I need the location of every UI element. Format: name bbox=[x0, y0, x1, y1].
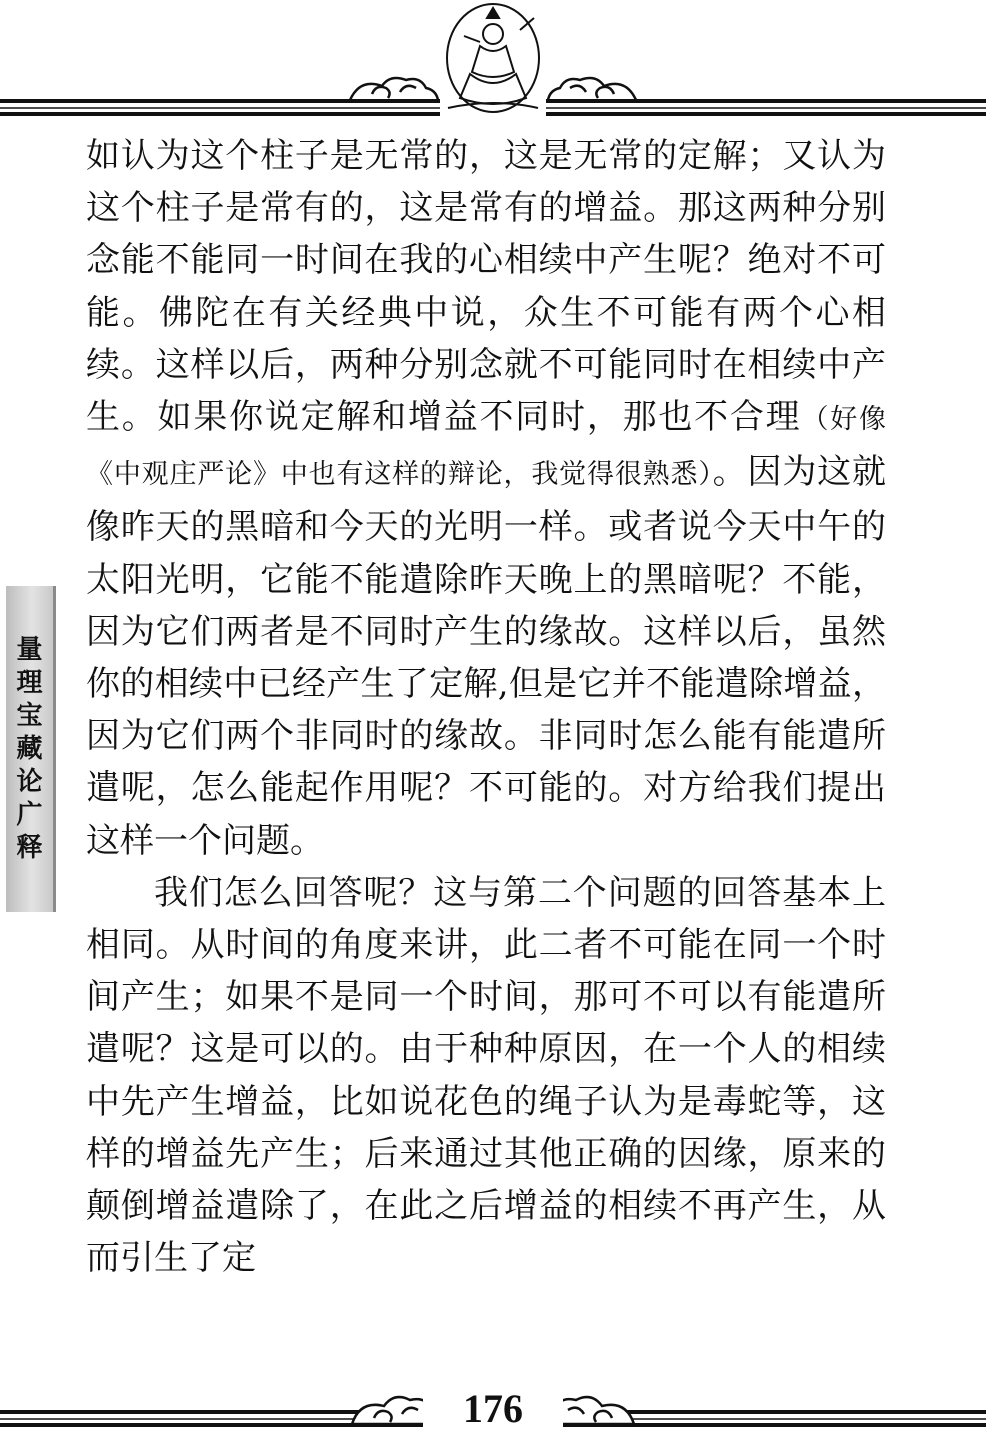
parenthetical-note: （好像《中观庄严论》中也有这样的辩论，我觉得很熟悉） bbox=[86, 404, 886, 491]
deity-figure-icon bbox=[447, 4, 539, 112]
body-text bbox=[86, 130, 886, 1284]
paragraph bbox=[86, 130, 886, 867]
page-number: 176 bbox=[423, 1384, 563, 1434]
right-cloud-ornament bbox=[548, 78, 636, 100]
paragraph: 我们怎么回答呢？这与第二个问题的回答基本上相同。从时间的角度来讲，此二者不可能在同一个时间产生；如果不是同一个时间，那可不可以有能遣所遣呢？这是可以的。由于种种原因，在一个人的相续中先产生增益，比如说花色的绳子认为是毒蛇等，这样的增益先产生；后来通过其他正确的因缘，原来的颠倒增益遣除了，在此之后增益的相续不再产生，从而引生了定 bbox=[86, 872, 886, 1279]
paragraph-text: 如认为这个柱子是无常的，这是无常的定解；又认为这个柱子是常有的，这是常有的增益。那这两种分别念能不能同一时间在我的心相续中产生呢？绝对不可能。佛陀在有关经典中说，众生不可能有两个心相续。这样以后，两种分别念就不可能同时在相续中产生。如果你说定解和增益不同时，那也不合理 bbox=[86, 136, 886, 438]
side-title-char: 论 bbox=[16, 766, 43, 797]
side-title-char: 广 bbox=[16, 799, 43, 830]
side-title-char: 藏 bbox=[16, 733, 43, 764]
side-title-char: 宝 bbox=[16, 700, 43, 731]
side-title-char: 量 bbox=[16, 634, 43, 665]
side-title-char: 理 bbox=[16, 667, 43, 698]
side-title-char: 释 bbox=[16, 832, 43, 863]
left-cloud-ornament bbox=[350, 78, 438, 100]
page-header-ornament bbox=[0, 0, 986, 124]
side-book-title-tab bbox=[6, 586, 56, 912]
paragraph-text: 。因为这就像昨天的黑暗和今天的光明一样。或者说今天中午的太阳光明，它能不能遣除昨天晚上的黑暗呢？不能，因为它们两者是不同时产生的缘故。这样以后，虽然你的相续中已经产生了定解,但是它并不能遣除增益，因为它们两个非同时的缘故。非同时怎么能有能遣所遣呢，怎么能起作用呢？不可能的。对方给我们提出这样一个问题。 bbox=[86, 452, 887, 861]
